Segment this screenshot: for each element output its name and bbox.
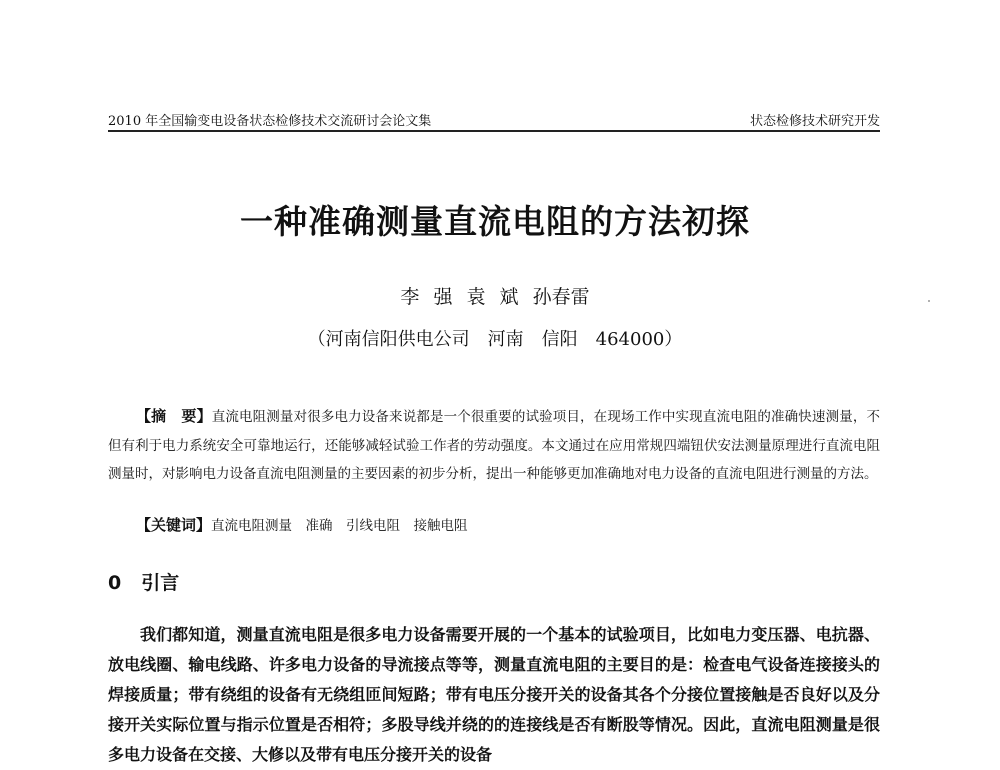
- running-header: [108, 108, 880, 132]
- section-heading: [108, 568, 179, 595]
- abstract-text: 直流电阻测量对很多电力设备来说都是一个很重要的试验项目，在现场工作中实现直流电阻的准确快速测量，不但有利于电力系统安全可靠地运行，还能够减轻试验工作者的劳动强度。本文通过在应用常规四端钮伏安法测量原理进行直流电阻测量时，对影响电力设备直流电阻测量的主要因素的初步分析，提出一种能够更加准确地对电力设备的直流电阻进行测量的方法。: [108, 409, 880, 482]
- header-section-name: 状态检修技术研究开发: [749, 114, 880, 129]
- abstract: [108, 402, 880, 489]
- keywords: [136, 514, 468, 535]
- keywords-text: 直流电阻测量 准确 引线电阻 接触电阻: [211, 518, 468, 534]
- abstract-label: 【摘 要】: [136, 407, 212, 425]
- keywords-label: 【关键词】: [136, 516, 212, 534]
- header-proceedings-title: 2010 年全国输变电设备状态检修技术交流研讨会论文集: [108, 114, 432, 129]
- scan-speck: [928, 300, 930, 302]
- body-paragraph: 我们都知道，测量直流电阻是很多电力设备需要开展的一个基本的试验项目，比如电力变压器、电抗器、放电线圈、输电线路、许多电力设备的导流接点等等，测量直流电阻的主要目的是：检查电气设备连接接头的焊接质量；带有绕组的设备有无绕组匝间短路；带有电压分接开关的设备其各个分接位置接触是否良好以及分接开关实际位置与指示位置是否相符；多股导线并绕的的连接线是否有断股等情况。因此，直流电阻测量是很多电力设备在交接、大修以及带有电压分接开关的设备: [108, 625, 880, 764]
- paper-title: 一种准确测量直流电阻的方法初探: [240, 202, 750, 241]
- section-number: 0: [108, 572, 122, 594]
- author-affiliation: （河南信阳供电公司 河南 信阳 464000）: [307, 329, 683, 350]
- paper-authors: 李 强 袁 斌 孙春雷: [400, 286, 590, 308]
- section-title: 引言: [141, 572, 180, 594]
